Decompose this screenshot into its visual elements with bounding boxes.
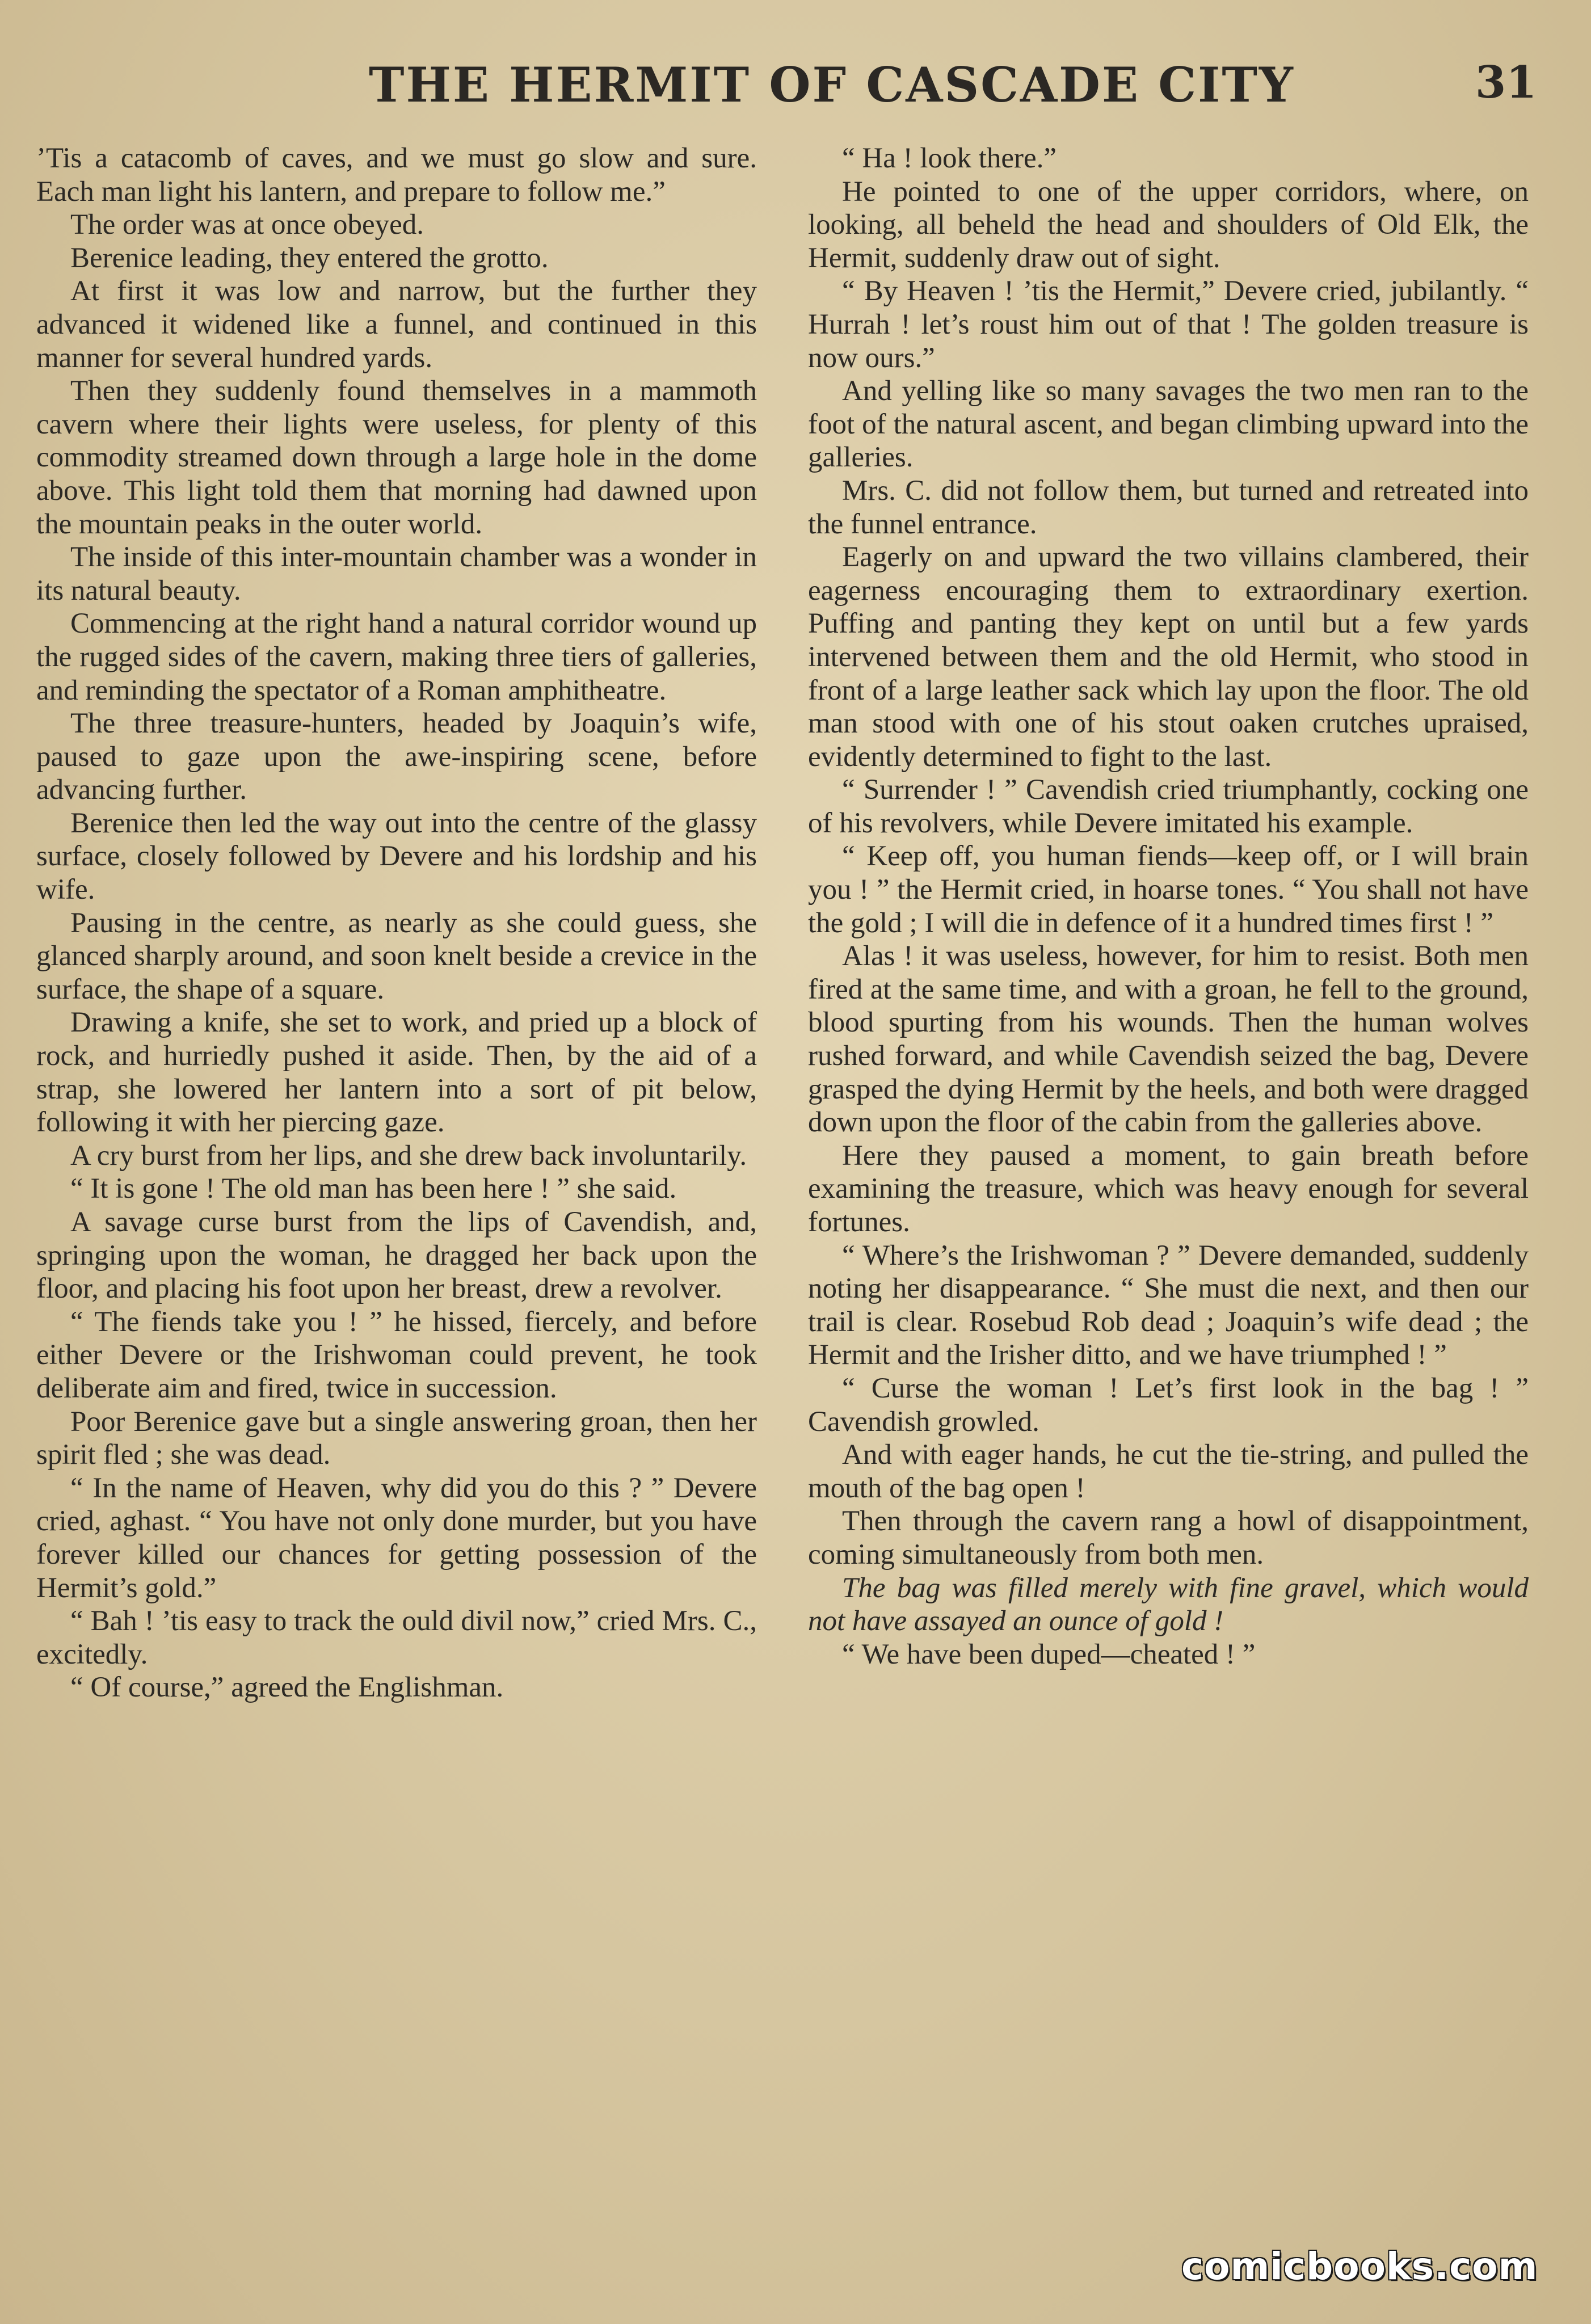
- italic-paragraph: The bag was filled merely with fine gravel, which would not have assayed an ounce of gold !: [808, 1572, 1529, 1637]
- right-column: [808, 142, 1529, 1671]
- paragraph: A savage curse burst from the lips of Cavendish, and, springing upon the woman, he dragged her back upon the floor, and placing his foot upon her breast, drew a revolver.: [36, 1206, 757, 1305]
- paragraph: Commencing at the right hand a natural corridor wound up the rugged sides of the cavern, making three tiers of galleries, and reminding the spectator of a Roman amphitheatre.: [36, 608, 757, 706]
- paragraph: And with eager hands, he cut the tie-string, and pulled the mouth of the bag open !: [808, 1439, 1529, 1504]
- paragraph: ’Tis a catacomb of caves, and we must go slow and sure. Each man light his lantern, and prepare to follow me.”: [36, 142, 757, 208]
- watermark-text: comicbooks.com: [1181, 2245, 1538, 2288]
- page-header: [0, 57, 1591, 119]
- paragraph: “ It is gone ! The old man has been here ! ” she said.: [70, 1173, 677, 1205]
- paragraph: Drawing a knife, she set to work, and pried up a block of rock, and hurriedly pushed it aside. Then, by the aid of a strap, she lowered her lantern into a sort of pit below, following it with her piercing gaze.: [36, 1007, 757, 1139]
- running-title: THE HERMIT OF CASCADE CITY: [369, 57, 1295, 113]
- paragraph: Eagerly on and upward the two villains clambered, their eagerness encouraging them to extraordinary exertion. Puffing and panting they kept on until but a few yards intervened between them and the old Hermit, who stood in front of a large leather sack which lay upon the floor. The old man stood with one of his stout oaken crutches upraised, evidently determined to fight to the last.: [808, 541, 1529, 773]
- paragraph: “ The fiends take you ! ” he hissed, fiercely, and before either Devere or the Irishwoman could prevent, he took deliberate aim and fired, twice in succession.: [36, 1306, 757, 1404]
- paragraph: Then they suddenly found themselves in a mammoth cavern where their lights were useless, for plenty of this commodity streamed down through a large hole in the dome above. This light told them that morning had dawned upon the mountain peaks in the outer world.: [36, 375, 757, 540]
- paragraph: Pausing in the centre, as nearly as she could guess, she glanced sharply around, and soon knelt beside a crevice in the surface, the shape of a square.: [36, 907, 757, 1005]
- paragraph: “ Where’s the Irishwoman ? ” Devere demanded, suddenly noting her disappearance. “ She must die next, and then our trail is clear. Rosebud Rob dead ; Joaquin’s wife dead ; the Hermit and the Irisher ditto, and we have triumphed ! ”: [808, 1239, 1529, 1371]
- paragraph: “ Surrender ! ” Cavendish cried triumphantly, cocking one of his revolvers, while Devere imitated his example.: [808, 774, 1529, 839]
- paragraph: “ Curse the woman ! Let’s first look in the bag ! ” Cavendish growled.: [808, 1372, 1529, 1438]
- paragraph: “ By Heaven ! ’tis the Hermit,” Devere cried, jubilantly. “ Hurrah ! let’s roust him out of that ! The golden treasure is now ours.”: [808, 275, 1529, 374]
- paragraph: The inside of this inter-mountain chamber was a wonder in its natural beauty.: [36, 541, 757, 607]
- paragraph: “ We have been duped—cheated ! ”: [842, 1638, 1256, 1670]
- paragraph: “ Keep off, you human fiends—keep off, or I will brain you ! ” the Hermit cried, in hoarse tones. “ You shall not have the gold ; I will die in defence of it a hundred times first ! ”: [808, 840, 1529, 939]
- paragraph: “ In the name of Heaven, why did you do this ? ” Devere cried, aghast. “ You have not only done murder, but you have forever killed our chances for getting possession of the Hermit’s gold.”: [36, 1472, 757, 1604]
- page-number: 31: [1475, 57, 1537, 108]
- paragraph: Alas ! it was useless, however, for him to resist. Both men fired at the same time, and with a groan, he fell to the ground, blood spurting from his wounds. Then the human wolves rushed forward, and while Cavendish seized the bag, Devere grasped the dying Hermit by the heels, and both were dragged down upon the floor of the cabin from the galleries above.: [808, 940, 1529, 1139]
- paragraph: Mrs. C. did not follow them, but turned and retreated into the funnel entrance.: [808, 474, 1529, 540]
- paragraph: Poor Berenice gave but a single answering groan, then her spirit fled ; she was dead.: [36, 1405, 757, 1471]
- paragraph: At first it was low and narrow, but the further they advanced it widened like a funnel, and continued in this manner for several hundred yards.: [36, 275, 757, 374]
- paragraph: “ Ha ! look there.”: [842, 142, 1057, 174]
- paragraph: The three treasure-hunters, headed by Joaquin’s wife, paused to gaze upon the awe-inspiring scene, before advancing further.: [36, 708, 757, 806]
- paragraph: And yelling like so many savages the two men ran to the foot of the natural ascent, and began climbing upward into the galleries.: [808, 375, 1529, 474]
- paragraph: The order was at once obeyed.: [70, 209, 424, 241]
- paragraph: Berenice leading, they entered the grotto.: [70, 242, 549, 274]
- paragraph: Berenice then led the way out into the centre of the glassy surface, closely followed by Devere and his lordship and his wife.: [36, 807, 757, 906]
- paragraph: “ Bah ! ’tis easy to track the ould divil now,” cried Mrs. C., excitedly.: [36, 1605, 757, 1670]
- paragraph: “ Of course,” agreed the Englishman.: [70, 1672, 504, 1704]
- paragraph: Then through the cavern rang a howl of disappointment, coming simultaneously from both men.: [808, 1505, 1529, 1571]
- paragraph: He pointed to one of the upper corridors, where, on looking, all beheld the head and shoulders of Old Elk, the Hermit, suddenly draw out of sight.: [808, 175, 1529, 274]
- paragraph: A cry burst from her lips, and she drew back involuntarily.: [70, 1139, 747, 1172]
- paragraph: Here they paused a moment, to gain breath before examining the treasure, which was heavy enough for several fortunes.: [808, 1139, 1529, 1238]
- left-column: [36, 142, 757, 1704]
